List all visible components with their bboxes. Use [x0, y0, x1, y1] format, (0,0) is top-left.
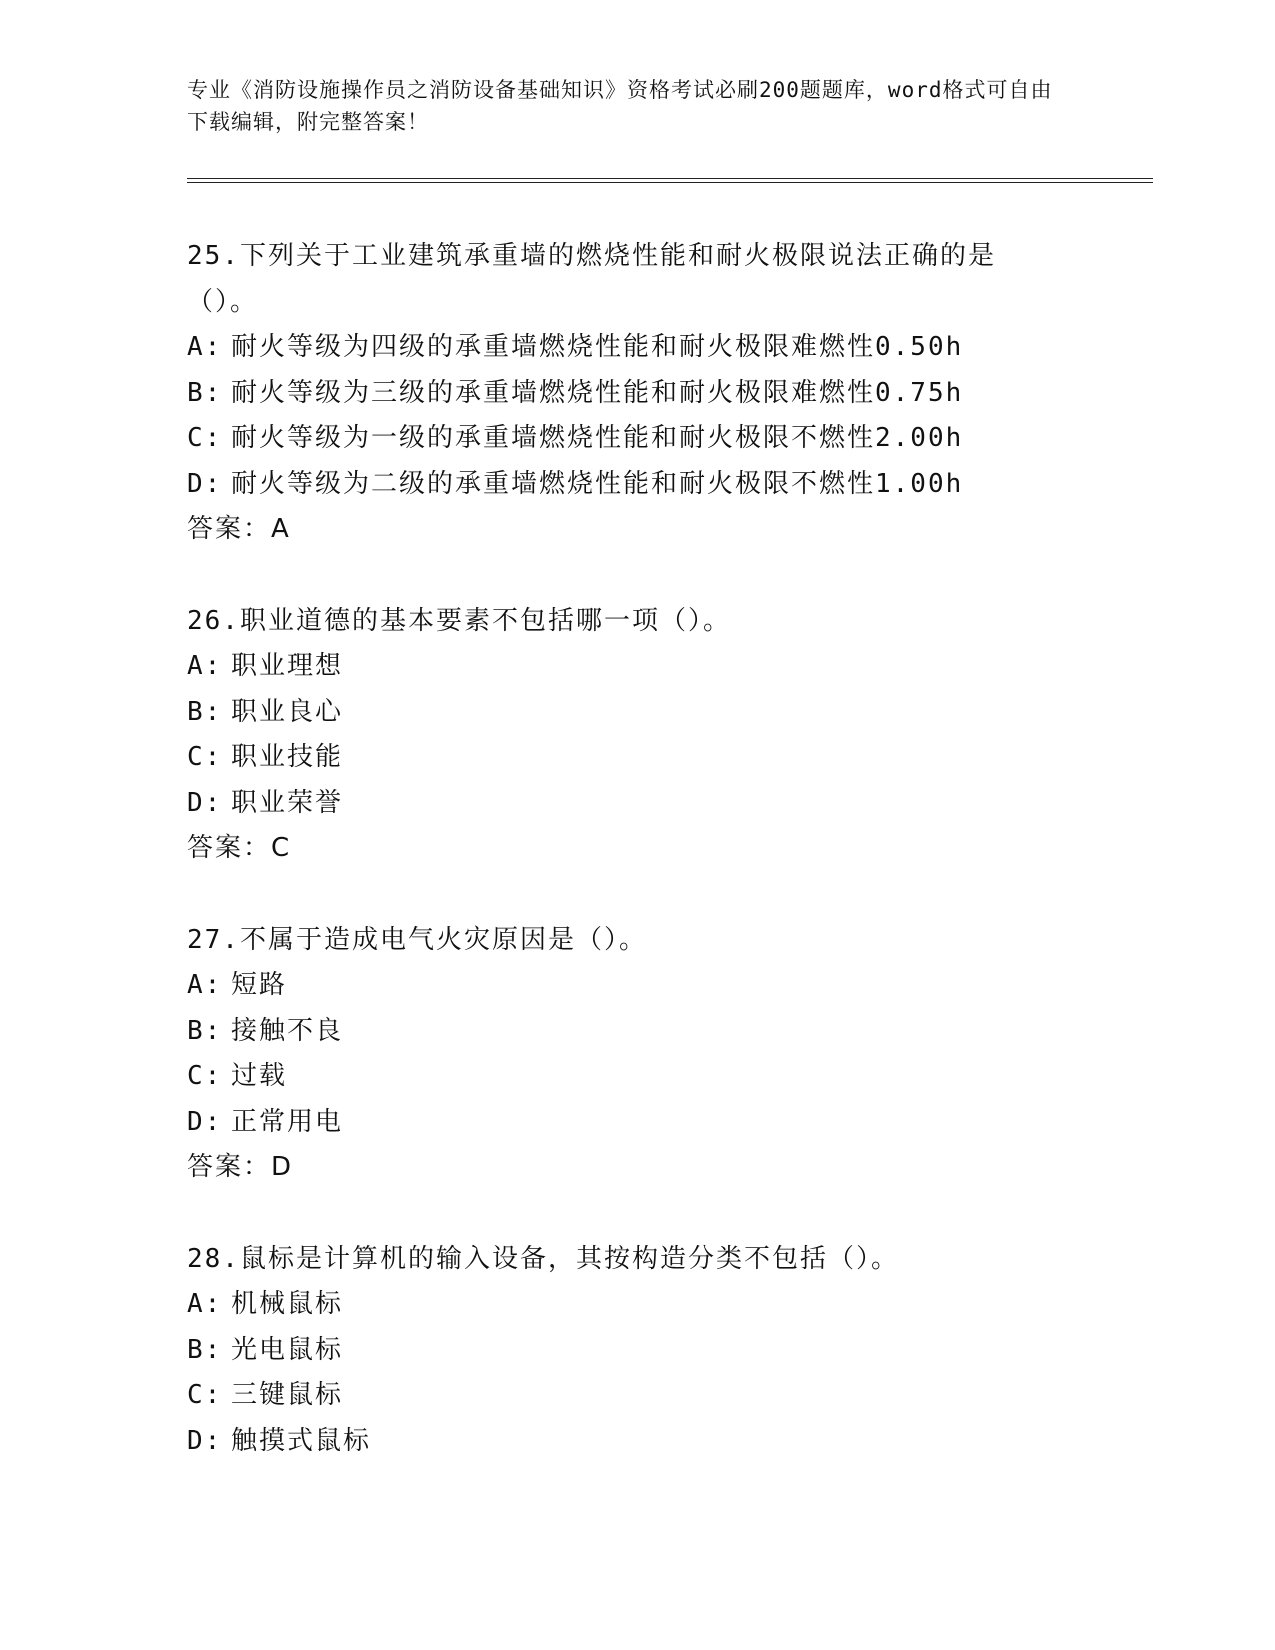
option-label: B: [187, 1015, 223, 1046]
option-c [187, 416, 1087, 462]
option-text: 三键鼠标 [231, 1380, 344, 1410]
option-text: 正常用电 [231, 1106, 344, 1137]
option-label: A: [187, 1289, 223, 1319]
question-25 [187, 234, 1087, 553]
option-text: 光电鼠标 [231, 1334, 344, 1365]
question-27 [187, 918, 1087, 1191]
question-26 [187, 599, 1087, 872]
option-label: A: [187, 970, 223, 1000]
option-text: 耐火等级为四级的承重墙燃烧性能和耐火极限难燃性0.50h [231, 332, 964, 362]
question-stem: 26.职业道德的基本要素不包括哪一项（）。 [187, 605, 731, 636]
header-divider [187, 178, 1153, 183]
question-stem: 25.下列关于工业建筑承重墙的燃烧性能和耐火极限说法正确的是（）。 [187, 241, 996, 317]
option-text: 耐火等级为三级的承重墙燃烧性能和耐火极限难燃性0.75h [231, 377, 964, 408]
option-text: 职业理想 [231, 651, 344, 681]
option-text: 触摸式鼠标 [231, 1425, 372, 1456]
option-c [187, 1054, 1087, 1100]
answer: 答案：D [187, 1152, 294, 1182]
option-label: D: [187, 1106, 223, 1137]
option-text: 职业荣誉 [231, 787, 344, 818]
option-text: 职业技能 [231, 742, 344, 772]
option-label: B: [187, 1334, 223, 1365]
option-c [187, 1373, 1087, 1419]
option-text: 接触不良 [231, 1015, 344, 1046]
question-stem: 28.鼠标是计算机的输入设备，其按构造分类不包括（）。 [187, 1243, 899, 1274]
option-label: A: [187, 332, 223, 362]
option-text: 短路 [231, 970, 288, 1000]
option-a [187, 1282, 1087, 1328]
question-28 [187, 1237, 1087, 1465]
option-b [187, 371, 1087, 417]
option-label: C: [187, 423, 223, 453]
option-d [187, 462, 1087, 508]
option-label: B: [187, 377, 223, 408]
option-text: 耐火等级为一级的承重墙燃烧性能和耐火极限不燃性2.00h [231, 423, 964, 453]
option-d [187, 1419, 1087, 1465]
option-label: D: [187, 1425, 223, 1456]
option-text: 机械鼠标 [231, 1289, 344, 1319]
option-text: 耐火等级为二级的承重墙燃烧性能和耐火极限不燃性1.00h [231, 468, 964, 499]
option-label: B: [187, 696, 223, 727]
option-b [187, 1328, 1087, 1374]
option-b [187, 1009, 1087, 1055]
option-label: C: [187, 1061, 223, 1091]
option-label: C: [187, 742, 223, 772]
question-list [187, 234, 1087, 1510]
option-a [187, 644, 1087, 690]
option-c [187, 735, 1087, 781]
option-label: C: [187, 1380, 223, 1410]
option-text: 过载 [231, 1061, 288, 1091]
option-text: 职业良心 [231, 696, 344, 727]
document-header: 专业《消防设施操作员之消防设备基础知识》资格考试必刷200题题库，word格式可自由下载编辑，附完整答案！ [187, 78, 1053, 134]
option-b [187, 690, 1087, 736]
option-label: D: [187, 468, 223, 499]
option-a [187, 963, 1087, 1009]
answer: 答案：A [187, 514, 291, 544]
answer: 答案：C [187, 833, 292, 863]
option-label: A: [187, 651, 223, 681]
option-d [187, 1100, 1087, 1146]
question-stem: 27.不属于造成电气火灾原因是（）。 [187, 924, 647, 955]
option-a [187, 325, 1087, 371]
option-d [187, 781, 1087, 827]
option-label: D: [187, 787, 223, 818]
